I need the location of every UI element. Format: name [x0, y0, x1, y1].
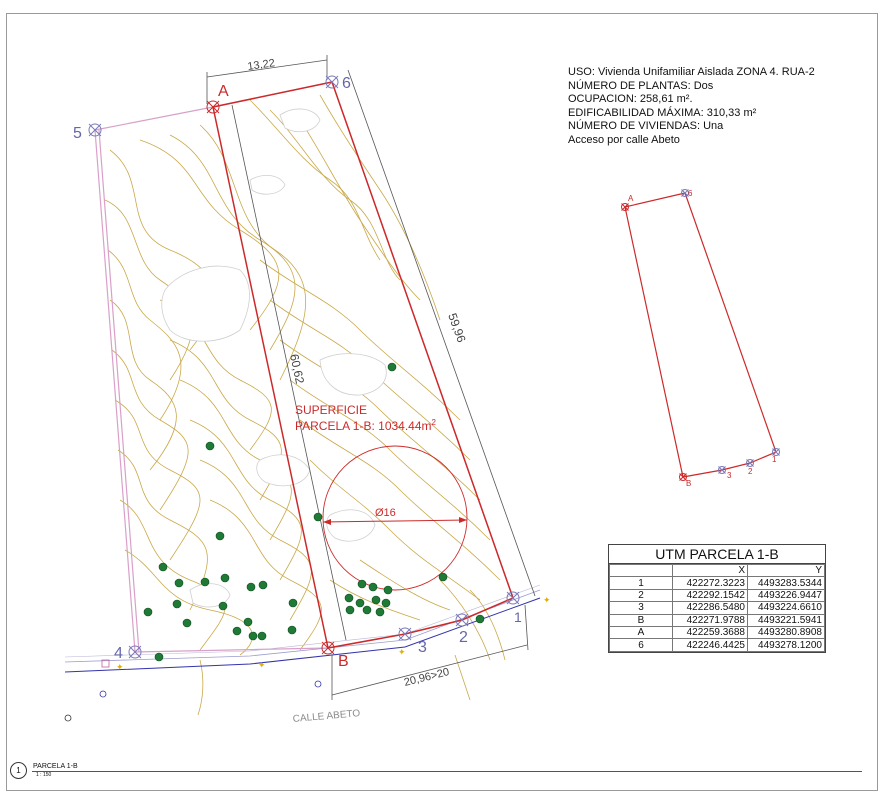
- tree-icon: [183, 619, 191, 627]
- utm-y-value: 4493283.5344: [748, 577, 825, 589]
- manhole-icon: [100, 691, 106, 697]
- surface-superscript: 2: [431, 418, 436, 427]
- utm-point-id: 3: [610, 602, 673, 614]
- info-line: OCUPACION: 258,61 m².: [568, 93, 693, 106]
- tree-icon: [288, 626, 296, 634]
- utm-y-value: 4493221.5941: [748, 614, 825, 626]
- dimension-circle: Ø16: [375, 507, 396, 519]
- tree-icon: [247, 583, 255, 591]
- arrow-right: [459, 517, 467, 523]
- tree-icon: [159, 563, 167, 571]
- utm-x-value: 422286.5480: [673, 602, 748, 614]
- tree-icon: [314, 513, 322, 521]
- lamp-icon-3: ✦: [543, 595, 551, 605]
- tree-icon: [388, 363, 396, 371]
- utm-table: [608, 544, 826, 653]
- key-label-b: B: [686, 479, 692, 488]
- tree-icon: [369, 583, 377, 591]
- label-point-4: 4: [114, 645, 123, 662]
- tree-icon: [384, 586, 392, 594]
- key-label-1: 1: [772, 455, 777, 464]
- tree-icon: [233, 627, 241, 635]
- label-point-1: 1: [514, 609, 522, 625]
- tree-icon: [249, 632, 257, 640]
- utm-point-id: B: [610, 614, 673, 626]
- info-line: NÚMERO DE VIVIENDAS: Una: [568, 120, 724, 133]
- tree-icon: [144, 608, 152, 616]
- utm-y-value: 4493280.8908: [748, 626, 825, 638]
- street-name: CALLE ABETO: [292, 708, 361, 725]
- label-point-5: 5: [73, 125, 82, 142]
- tree-icon: [206, 442, 214, 450]
- tree-icon: [289, 599, 297, 607]
- utm-x-value: 422246.4425: [673, 639, 748, 651]
- utm-point-id: A: [610, 626, 673, 638]
- drawing-title: PARCELA 1-B: [33, 763, 78, 770]
- utm-row: [610, 602, 825, 614]
- utm-row: [610, 626, 825, 638]
- tree-icon: [346, 606, 354, 614]
- info-line: EDIFICABILIDAD MÁXIMA: 310,33 m²: [568, 106, 757, 119]
- tree-icon: [219, 602, 227, 610]
- surface-label-1: SUPERFICIE: [295, 403, 368, 417]
- utm-row: [610, 639, 825, 651]
- tree-icon: [173, 600, 181, 608]
- tree-icon: [216, 532, 224, 540]
- lamp-icon-2: ✦: [258, 660, 266, 670]
- label-point-b: B: [338, 653, 349, 670]
- tree-icon: [221, 574, 229, 582]
- utm-header-x: X: [673, 565, 748, 577]
- vertex-marker-2: [456, 614, 468, 626]
- info-line: NÚMERO DE PLANTAS: Dos: [568, 79, 714, 92]
- key-label-a: A: [628, 194, 634, 203]
- vertex-marker-6: [326, 76, 338, 88]
- label-point-2: 2: [459, 629, 468, 646]
- utm-body: [610, 577, 825, 651]
- label-point-3: 3: [418, 639, 427, 656]
- dimension-right: 59,96: [445, 311, 469, 345]
- utm-coordinates: [609, 564, 825, 652]
- dimension-front: 20,96>20: [402, 666, 451, 689]
- utm-x-value: 422292.1542: [673, 589, 748, 601]
- vertex-marker-1: [507, 592, 519, 604]
- key-label-2: 2: [748, 467, 753, 476]
- lamp-icon-4: ✦: [398, 647, 406, 657]
- utm-y-value: 4493226.9447: [748, 589, 825, 601]
- key-label-6: 6: [688, 189, 693, 198]
- valve-icon: [65, 715, 71, 721]
- utm-row: [610, 589, 825, 601]
- utm-header-row: [610, 565, 825, 577]
- project-info: [568, 66, 815, 148]
- utm-point-id: 1: [610, 577, 673, 589]
- utm-x-value: 422271.9788: [673, 614, 748, 626]
- hydrant-icon: [315, 681, 321, 687]
- utm-table-title: UTM PARCELA 1-B: [609, 545, 825, 564]
- vertex-marker-3: [399, 628, 411, 640]
- tree-icon: [372, 596, 380, 604]
- surface-label-2: [295, 418, 437, 433]
- tree-icon: [259, 581, 267, 589]
- utm-row: [610, 577, 825, 589]
- tree-icon: [358, 580, 366, 588]
- drawing-scale: 1 : 150: [36, 772, 52, 778]
- utm-x-value: 422259.3688: [673, 626, 748, 638]
- key-map-outline: [625, 193, 776, 477]
- tree-icon: [258, 632, 266, 640]
- label-point-a: A: [218, 83, 229, 100]
- key-label-3: 3: [727, 471, 732, 480]
- drawing-number: 1: [10, 762, 27, 779]
- tree-icon: [363, 606, 371, 614]
- tree-icon: [201, 578, 209, 586]
- vertex-marker-a: [207, 101, 219, 113]
- utm-x-value: 422272.3223: [673, 577, 748, 589]
- dimension-inner: 60,62: [287, 352, 308, 385]
- dimension-top: 13,22: [246, 57, 276, 73]
- surface-value: PARCELA 1-B: 1034.44m: [295, 419, 432, 433]
- utm-point-id: 6: [610, 639, 673, 651]
- info-line: USO: Vivienda Unifamiliar Aislada ZONA 4. RUA-2: [568, 66, 815, 78]
- utm-y-value: 4493278.1200: [748, 639, 825, 651]
- key-map-markers: [622, 190, 780, 481]
- info-line: Acceso por calle Abeto: [568, 133, 680, 146]
- label-point-6: 6: [342, 75, 351, 92]
- tree-icon: [345, 594, 353, 602]
- dim-front-ext-b: [525, 605, 528, 650]
- footer-rule: [32, 771, 862, 772]
- tree-icon: [356, 599, 364, 607]
- tree-icon: [439, 573, 447, 581]
- tree-icon: [244, 618, 252, 626]
- utm-header-y: Y: [748, 565, 825, 577]
- utm-point-id: 2: [610, 589, 673, 601]
- tree-icon: [382, 599, 390, 607]
- utm-header-id: [610, 565, 673, 577]
- utm-row: [610, 614, 825, 626]
- tree-icon: [476, 615, 484, 623]
- key-map: [622, 189, 780, 488]
- tree-icon: [155, 653, 163, 661]
- tree-icon: [175, 579, 183, 587]
- lamp-icon-1: ✦: [116, 662, 124, 672]
- utm-y-value: 4493224.6610: [748, 602, 825, 614]
- tree-icon: [376, 608, 384, 616]
